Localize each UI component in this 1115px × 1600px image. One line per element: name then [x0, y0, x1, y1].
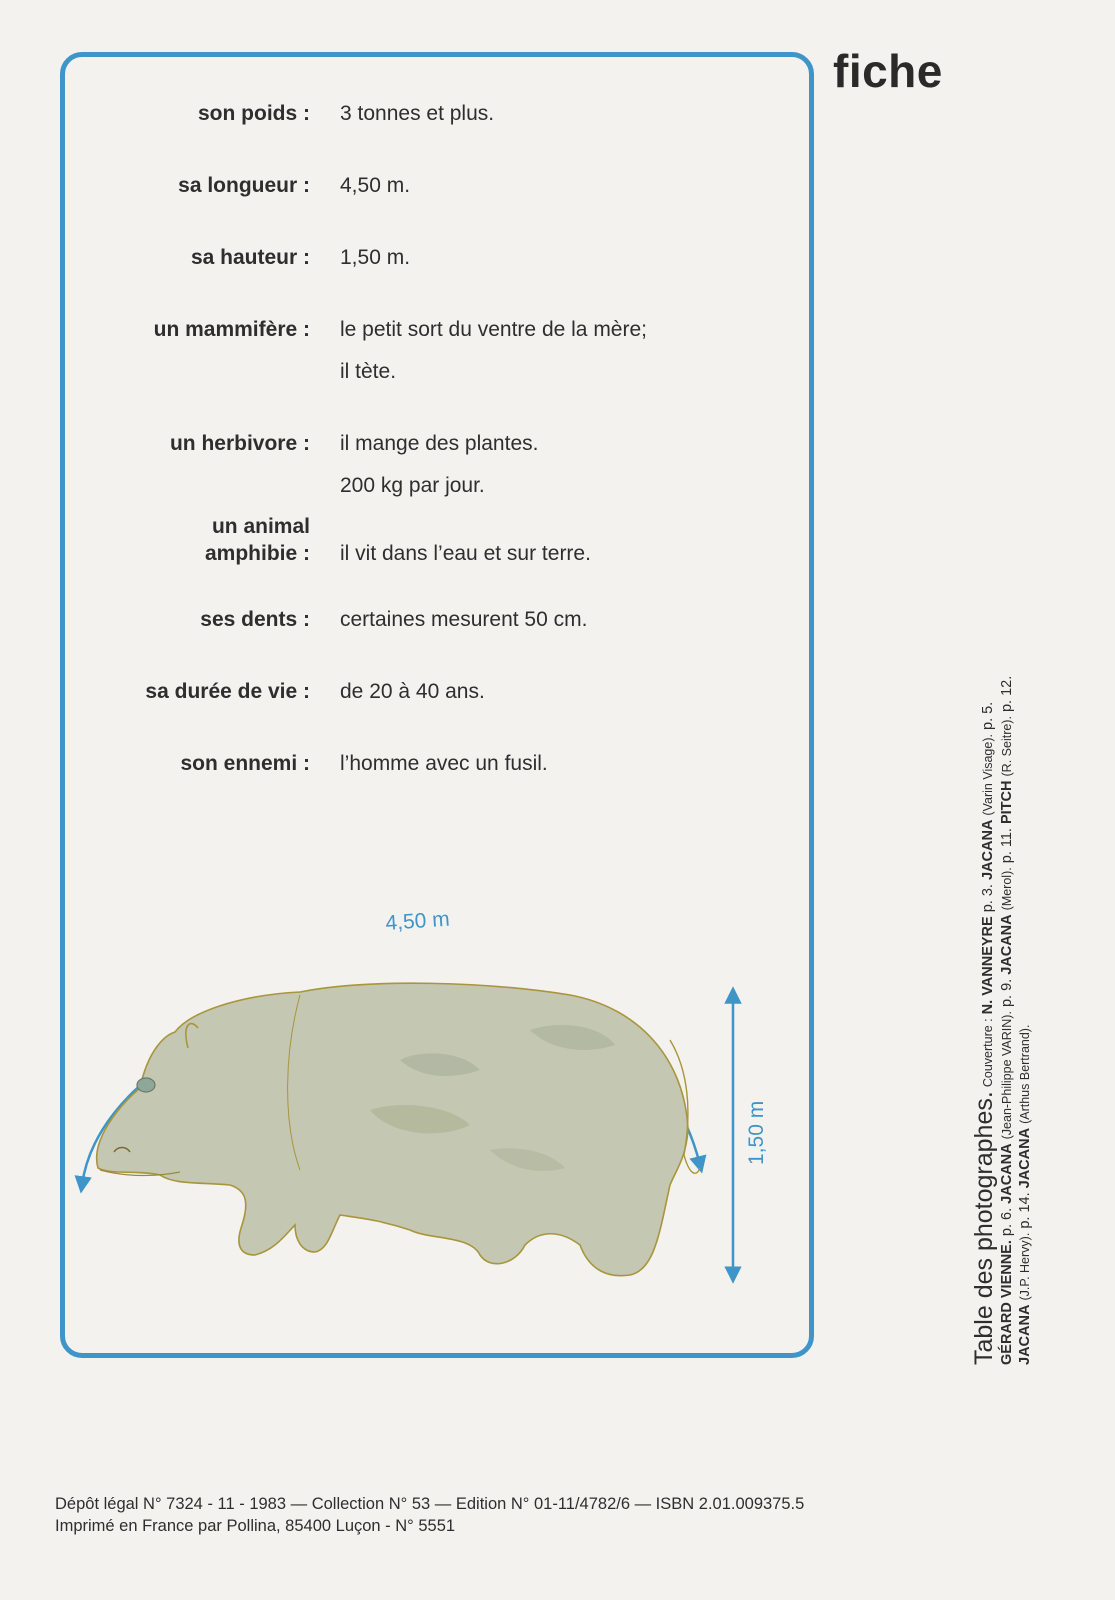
- fact-value: le petit sort du ventre de la mère; il tète.: [340, 318, 647, 383]
- fact-label: sa durée de vie :: [145, 680, 310, 703]
- fact-value: il vit dans l’eau et sur terre.: [340, 542, 591, 565]
- fact-label: son ennemi :: [180, 752, 310, 775]
- fact-label: sa longueur :: [178, 174, 310, 197]
- credits-title: Table des photographes.: [970, 1091, 998, 1365]
- header-word: fiche: [833, 45, 943, 97]
- legal-line-1: Dépôt légal N° 7324 - 11 - 1983 — Collection N° 53 — Edition N° 01-11/4782/6 — ISBN 2.01.009375.5: [55, 1495, 805, 1513]
- height-label: 1,50 m: [745, 1100, 768, 1165]
- fact-label: ses dents :: [200, 608, 310, 631]
- fact-label: sa hauteur :: [190, 246, 310, 269]
- fact-value: 3 tonnes et plus.: [340, 102, 495, 125]
- fact-value: certaines mesurent 50 cm.: [340, 608, 588, 631]
- fact-value: il mange des plantes. 200 kg par jour.: [340, 432, 539, 497]
- hippo-shape: [97, 983, 700, 1275]
- fact-label: un animal amphibie :: [204, 515, 310, 565]
- fact-label: un herbivore :: [169, 432, 310, 455]
- fact-value: l’homme avec un fusil.: [340, 752, 548, 775]
- length-label: 4,50 m: [384, 907, 451, 935]
- fact-label: son poids :: [198, 102, 310, 125]
- fact-value: 4,50 m.: [340, 174, 411, 197]
- photo-credits: Table des photographes. Couverture : N. VANNEYRE p. 3. JACANA (Varin Visage). p. 5. GÉRARD VIENNE. p. 6. JACANA (Jean-Philippe VARIN). p. 9. JACANA (Merol). p. 11. PITCH (R. Seitre). p. 12. JACANA (J.P. Hervy). p. 14. JACANA (Arthus Bertrand).: [970, 675, 1033, 1365]
- fact-value: 1,50 m.: [340, 246, 411, 269]
- legal-line-2: Imprimé en France par Pollina, 85400 Luçon - N° 5551: [55, 1517, 456, 1535]
- fact-label: un mammifère :: [153, 318, 310, 341]
- fact-value: de 20 à 40 ans.: [340, 680, 485, 703]
- legal-footer: [55, 1493, 804, 1537]
- hippo-illustration: [70, 900, 790, 1340]
